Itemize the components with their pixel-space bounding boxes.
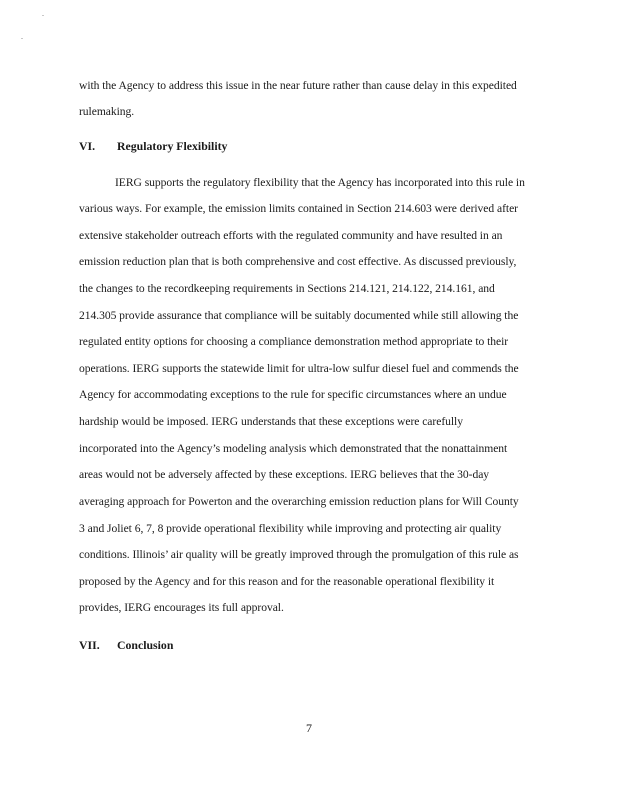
section-heading-vi [79, 139, 227, 153]
body-line: hardship would be imposed. IERG understands that these exceptions were carefully [79, 415, 463, 428]
body-line: 214.305 provide assurance that compliance will be suitably documented while still allowing the [79, 309, 519, 322]
section-number: VI. [79, 139, 96, 153]
body-line: operations. IERG supports the statewide limit for ultra-low sulfur diesel fuel and commends the [79, 362, 519, 375]
body-line: areas would not be adversely affected by these exceptions. IERG believes that the 30-day [79, 468, 490, 481]
body-line: incorporated into the Agency’s modeling analysis which demonstrated that the nonattainment [79, 442, 508, 455]
body-line: averaging approach for Powerton and the overarching emission reduction plans for Will County [79, 495, 519, 508]
scan-speck [21, 38, 23, 39]
section-title: Regulatory Flexibility [117, 139, 228, 153]
section-number: VII. [79, 638, 100, 652]
body-line: proposed by the Agency and for this reason and for the reasonable operational flexibility it [79, 575, 495, 588]
body-line: emission reduction plan that is both comprehensive and cost effective. As discussed previously, [79, 255, 517, 268]
body-line: provides, IERG encourages its full approval. [79, 601, 284, 614]
body-line: rulemaking. [79, 105, 135, 118]
body-line: the changes to the recordkeeping requirements in Sections 214.121, 214.122, 214.161, and [79, 282, 495, 295]
scan-speck [42, 15, 44, 16]
body-line: with the Agency to address this issue in the near future rather than cause delay in this expedited [79, 79, 517, 92]
body-line: IERG supports the regulatory flexibility that the Agency has incorporated into this rule in [115, 176, 525, 189]
body-line: conditions. Illinois’ air quality will be greatly improved through the promulgation of this rule as [79, 548, 519, 561]
body-line: extensive stakeholder outreach efforts with the regulated community and have resulted in an [79, 229, 503, 242]
body-line: various ways. For example, the emission limits contained in Section 214.603 were derived after [79, 202, 518, 215]
section-heading-vii [79, 638, 173, 652]
body-line: Agency for accommodating exceptions to the rule for specific circumstances where an undue [79, 388, 507, 401]
page-number: 7 [306, 721, 312, 735]
body-line: 3 and Joliet 6, 7, 8 provide operational flexibility while improving and protecting air quality [79, 522, 502, 535]
section-title: Conclusion [117, 638, 174, 652]
body-line: regulated entity options for choosing a compliance demonstration method appropriate to their [79, 335, 509, 348]
